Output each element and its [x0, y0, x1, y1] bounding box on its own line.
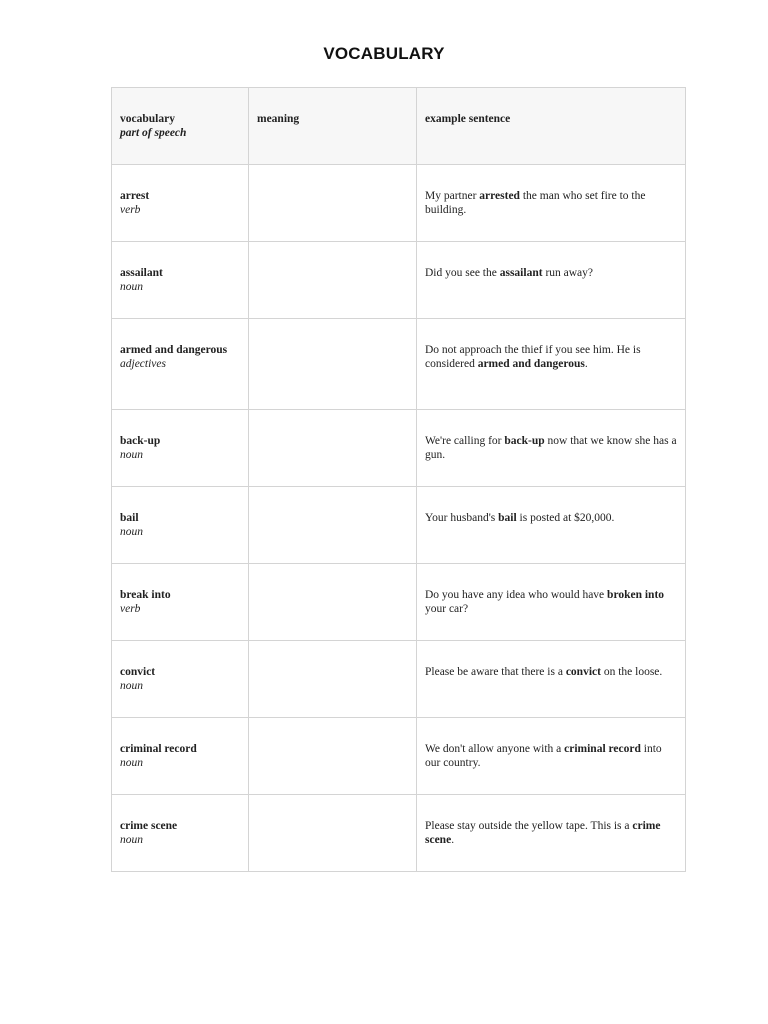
- header-part-of-speech-label: part of speech: [120, 127, 187, 139]
- meaning-cell[interactable]: [249, 242, 417, 319]
- example-highlight: convict: [565, 666, 601, 678]
- meaning-cell[interactable]: [249, 641, 417, 718]
- example-text: Do you have any idea who would have: [425, 589, 608, 601]
- example-text: into our country.: [425, 743, 662, 769]
- vocabulary-cell: [112, 795, 249, 872]
- example-text: We don't allow anyone with a: [425, 743, 565, 755]
- example-text: Please be aware that there is a: [425, 666, 566, 678]
- meaning-cell[interactable]: [249, 564, 417, 641]
- meaning-cell[interactable]: [249, 319, 417, 410]
- example-highlight: broken into: [607, 589, 665, 601]
- vocabulary-cell: [112, 410, 249, 487]
- meaning-cell[interactable]: [249, 410, 417, 487]
- vocabulary-table: [111, 87, 686, 872]
- example-sentence-cell: [417, 795, 686, 872]
- example-sentence-cell: [417, 319, 686, 410]
- table-row: [112, 718, 686, 795]
- part-of-speech: adjectives: [120, 358, 166, 370]
- example-highlight: back-up: [504, 435, 545, 447]
- vocabulary-cell: [112, 165, 249, 242]
- part-of-speech: noun: [120, 449, 143, 461]
- term: bail: [120, 512, 139, 524]
- term: criminal record: [120, 743, 197, 755]
- example-text: is posted at $20,000.: [516, 512, 615, 524]
- part-of-speech: noun: [120, 526, 143, 538]
- example-highlight: assailant: [499, 267, 543, 279]
- header-vocabulary-label: vocabulary: [120, 113, 175, 125]
- example-text: Do not approach the thief if you see him. He is considered: [425, 344, 641, 370]
- vocabulary-cell: [112, 242, 249, 319]
- part-of-speech: noun: [120, 281, 143, 293]
- term: break into: [120, 589, 171, 601]
- header-vocabulary-cell: [112, 88, 249, 165]
- example-text: My partner: [425, 190, 480, 202]
- example-text: Your husband's: [425, 512, 499, 524]
- part-of-speech: verb: [120, 603, 141, 615]
- table-row: [112, 564, 686, 641]
- table-row: [112, 795, 686, 872]
- meaning-cell[interactable]: [249, 718, 417, 795]
- example-sentence-cell: [417, 718, 686, 795]
- example-text: Please stay outside the yellow tape. This is a: [425, 820, 633, 832]
- example-sentence-cell: [417, 564, 686, 641]
- example-sentence-cell: [417, 410, 686, 487]
- part-of-speech: noun: [120, 757, 143, 769]
- example-text: Did you see the: [425, 267, 500, 279]
- term: crime scene: [120, 820, 178, 832]
- example-text: on the loose.: [600, 666, 663, 678]
- example-sentence-cell: [417, 242, 686, 319]
- example-sentence-cell: [417, 165, 686, 242]
- example-highlight: bail: [498, 512, 517, 524]
- part-of-speech: noun: [120, 834, 143, 846]
- example-highlight: arrested: [479, 190, 520, 202]
- header-meaning-cell: meaning: [249, 88, 417, 165]
- meaning-cell[interactable]: [249, 487, 417, 564]
- example-text: We're calling for: [425, 435, 505, 447]
- page-title: VOCABULARY: [323, 44, 445, 63]
- example-sentence-cell: [417, 641, 686, 718]
- vocabulary-cell: [112, 564, 249, 641]
- example-text: run away?: [542, 267, 594, 279]
- term: back-up: [120, 435, 161, 447]
- vocabulary-cell: [112, 641, 249, 718]
- example-text: .: [584, 358, 588, 370]
- table-row: [112, 242, 686, 319]
- example-sentence-cell: [417, 487, 686, 564]
- table-row: [112, 410, 686, 487]
- meaning-cell[interactable]: [249, 795, 417, 872]
- vocabulary-cell: [112, 319, 249, 410]
- example-highlight: criminal record: [564, 743, 641, 755]
- example-text: now that we know she has a gun.: [425, 435, 677, 461]
- meaning-cell[interactable]: [249, 165, 417, 242]
- part-of-speech: noun: [120, 680, 143, 692]
- example-text: the man who set fire to the building.: [425, 190, 646, 216]
- example-text: your car?: [425, 603, 469, 615]
- term: armed and dangerous: [120, 344, 228, 356]
- table-row: [112, 641, 686, 718]
- table-row: [112, 165, 686, 242]
- term: convict: [120, 666, 156, 678]
- term: arrest: [120, 190, 150, 202]
- example-highlight: armed and dangerous: [477, 358, 585, 370]
- table-row: [112, 487, 686, 564]
- table-row: [112, 319, 686, 410]
- header-example-cell: example sentence: [417, 88, 686, 165]
- vocabulary-cell: [112, 487, 249, 564]
- term: assailant: [120, 267, 163, 279]
- example-highlight: crime scene: [425, 820, 661, 846]
- table-header-row: [112, 88, 686, 165]
- example-text: .: [451, 834, 455, 846]
- vocabulary-cell: [112, 718, 249, 795]
- part-of-speech: verb: [120, 204, 141, 216]
